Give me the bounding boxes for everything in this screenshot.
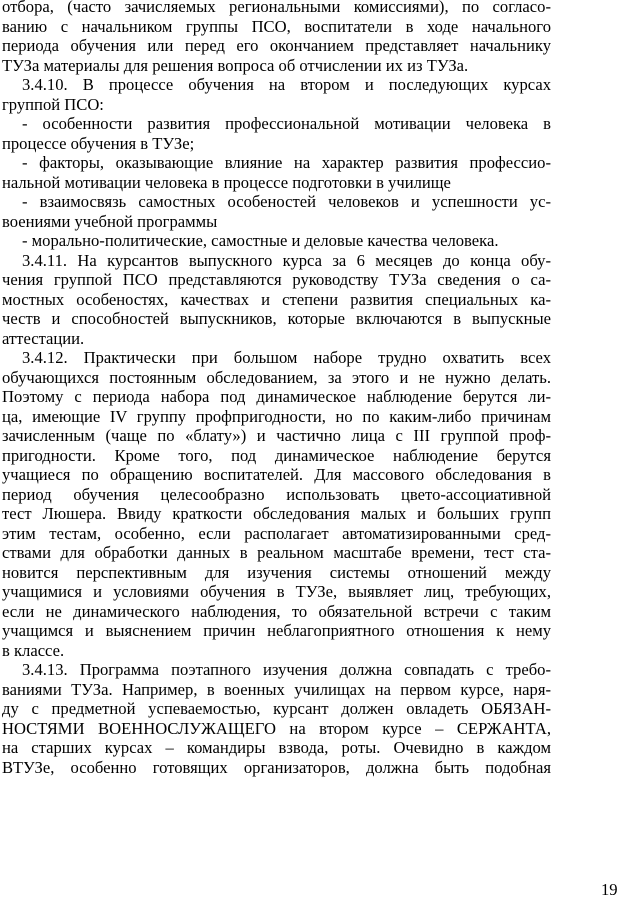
text-line: мостных особеностях, качествах и степени развития специальных ка- xyxy=(2,289,551,309)
text-line: если не динамического наблюдения, то обязательной встречи с таким xyxy=(2,601,551,621)
text-line: в классе. xyxy=(2,640,65,660)
text-line: на старших курсах – командиры взвода, роты. Очевидно в каждом xyxy=(2,738,551,757)
text-line: период обучения целесообразно использовать цвето-ассоциативной xyxy=(2,484,551,504)
text-line: отбора, (часто зачисляемых региональными комиссиями), по согласо- xyxy=(2,0,551,16)
text-line: чения группой ПСО представляются руководству ТУЗа сведения о са- xyxy=(2,270,551,289)
text-line: 3.4.11. На курсантов выпускного курса за 6 месяцев до конца обу- xyxy=(22,250,551,270)
text-line: - морально-политические, самостные и деловые качества человека. xyxy=(22,231,499,250)
text-line: учащиеся по обращению воспитателей. Для массового обследования в xyxy=(2,465,551,484)
text-line: аттестации. xyxy=(2,328,85,348)
text-line: учащимся и выяснением причин неблагоприятного отношения к нему xyxy=(2,621,551,640)
body-text xyxy=(2,0,551,777)
text-line: обучающихся постоянным обследованием, за этого и не нужно делать. xyxy=(2,367,551,387)
text-line: - взаимосвязь самостных особеностей человеков и успешности ус- xyxy=(22,192,551,211)
text-line: 3.4.10. В процессе обучения на втором и последующих курсах xyxy=(22,75,551,94)
text-line: - факторы, оказывающие влияние на характер развития профессио- xyxy=(22,153,551,172)
text-line: воениями учебной программы xyxy=(2,211,218,231)
text-line: 3.4.12. Практически при большом наборе трудно охватить всех xyxy=(22,348,551,367)
text-line: ствами для обработки данных в реальном масштабе времени, тест ста- xyxy=(2,543,551,562)
text-line: ца, имеющие IV группу профпригодности, но по каким-либо причинам xyxy=(2,406,551,426)
text-line: этим тестам, особенно, если располагает автоматизированными сред- xyxy=(2,523,551,543)
text-line: ВТУЗе, особенно готовящих организаторов, должна быть подобная xyxy=(2,757,551,777)
text-line: пригодности. Кроме того, под динамическое наблюдение берутся xyxy=(2,445,551,465)
text-line: честв и способностей выпускников, которые включаются в выпускные xyxy=(2,309,551,328)
text-line: зачисленным (чаще по «блату») и частично лица с III группой проф- xyxy=(2,426,551,445)
text-line: ванию с начальником группы ПСО, воспитатели в ходе начального xyxy=(2,16,551,36)
text-line: 3.4.13. Программа поэтапного изучения должна совпадать с требо- xyxy=(22,660,551,679)
text-line: новится перспективным для изучения системы отношений между xyxy=(2,562,551,582)
text-line: НОСТЯМИ ВОЕННОСЛУЖАЩЕГО на втором курсе – СЕРЖАНТА, xyxy=(2,718,551,738)
text-line: тест Люшера. Ввиду краткости обследования малых и больших групп xyxy=(2,504,551,523)
text-line: ТУЗа материалы для решения вопроса об отчислении их из ТУЗа. xyxy=(2,55,469,75)
text-line: нальной мотивации человека в процессе подготовки в училище xyxy=(2,172,451,192)
text-line: периода обучения или перед его окончанием представляет начальнику xyxy=(2,36,551,55)
text-line: Поэтому с периода набора под динамическое наблюдение берутся ли- xyxy=(2,387,551,406)
text-line: ду с предметной успеваемостью, курсант должен овладеть ОБЯЗАН- xyxy=(2,699,551,718)
text-line: процессе обучения в ТУЗе; xyxy=(2,133,195,153)
text-line: - особенности развития профессиональной мотивации человека в xyxy=(22,114,551,133)
text-line: учащимися и условиями обучения в ТУЗе, выявляет лиц, требующих, xyxy=(2,582,551,601)
text-line: группой ПСО: xyxy=(2,94,104,114)
page-number: 19 xyxy=(601,880,618,899)
text-line: ваниями ТУЗа. Например, в военных училищах на первом курсе, наря- xyxy=(2,679,551,699)
